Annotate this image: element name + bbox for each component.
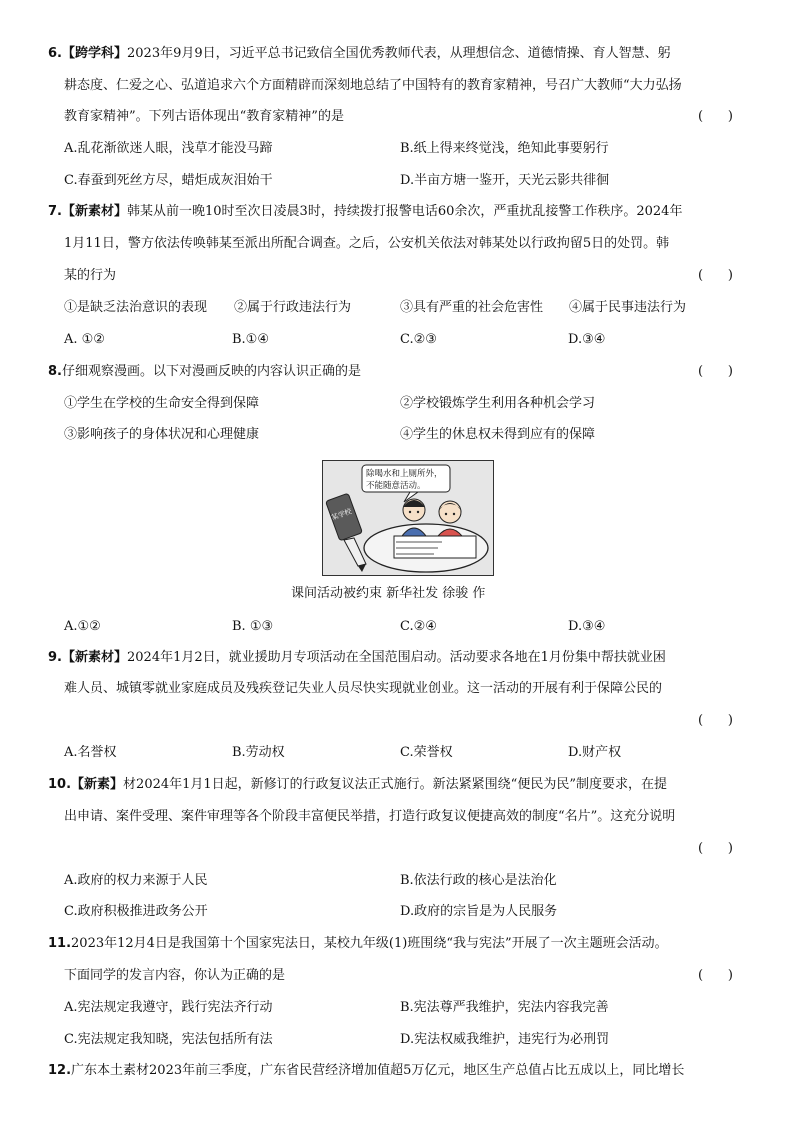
q9-tag: 【新素材】: [61, 650, 127, 665]
q6-text-1: 2023年9月9日，习近平总书记致信全国优秀教师代表，从理想信念、道德情操、育人智慧、躬: [127, 46, 671, 61]
q6-tag: 【跨学科】: [61, 46, 127, 61]
q6-option-a: A.乱花渐欲迷人眼，浅草才能没马蹄: [64, 141, 273, 156]
q9-number: 9.: [48, 650, 62, 665]
q7-line-1: [48, 202, 682, 222]
q12-number: 12.: [48, 1063, 72, 1078]
q7-item-3: ③具有严重的社会危害性: [400, 300, 544, 315]
q9-option-a: A.名誉权: [64, 745, 117, 760]
q8-item-3: ③影响孩子的身体状况和心理健康: [64, 427, 260, 442]
q10-text-1: 材2024年1月1日起，新修订的行政复议法正式施行。新法紧紧围绕“便民为民”制度要求，在提: [123, 777, 667, 792]
q8-cartoon-caption: 课间活动被约束 新华社发 徐骏 作: [291, 586, 486, 601]
q12-text-1: 广东本土素材2023年前三季度，广东省民营经济增加值超5万亿元，地区生产总值占比五成以上，同比增长: [71, 1063, 685, 1078]
q8-line-1: [48, 362, 361, 382]
q9-option-b: B.劳动权: [232, 745, 285, 760]
q8-option-d: D.③④: [568, 619, 606, 634]
q10-option-b: B.依法行政的核心是法治化: [400, 873, 557, 888]
q8-option-b: B. ①③: [232, 619, 274, 634]
q6-line-1: [48, 44, 671, 64]
q7-line-2: 1月11日，警方依法传唤韩某至派出所配合调查。之后，公安机关依法对韩某处以行政拘留5日的处罚。韩: [64, 236, 670, 251]
q10-tag: 【新素】: [71, 777, 124, 792]
q7-tag: 【新素材】: [61, 204, 127, 219]
q11-option-c: C.宪法规定我知晓，宪法包括所有法: [64, 1032, 273, 1047]
q8-cartoon: [322, 460, 494, 576]
q9-option-d: D.财产权: [568, 745, 622, 760]
q8-item-1: ①学生在学校的生命安全得到保障: [64, 396, 260, 411]
q11-line-2: 下面同学的发言内容，你认为正确的是: [64, 968, 286, 983]
q6-option-d: D.半亩方塘一鉴开，天光云影共徘徊: [400, 173, 610, 188]
q11-text-1: 2023年12月4日是我国第十个国家宪法日，某校九年级(1)班围绕“我与宪法”开展了一次主题班会活动。: [71, 936, 668, 951]
q8-number: 8.: [48, 364, 62, 379]
q9-option-c: C.荣誉权: [400, 745, 453, 760]
q7-option-c: C.②③: [400, 332, 437, 347]
q11-line-1: [48, 934, 668, 954]
q10-number: 10.: [48, 777, 72, 792]
q8-option-c: C.②④: [400, 619, 437, 634]
q11-answer-paren: ( ): [698, 968, 733, 983]
q6-option-b: B.纸上得来终觉浅，绝知此事要躬行: [400, 141, 609, 156]
q10-option-c: C.政府积极推进政务公开: [64, 904, 208, 919]
q6-answer-paren: ( ): [698, 109, 733, 124]
q9-text-1: 2024年1月2日，就业援助月专项活动在全国范围启动。活动要求各地在1月份集中帮扶就业困: [127, 650, 666, 665]
q8-item-2: ②学校锻炼学生利用各种机会学习: [400, 396, 596, 411]
q8-item-4: ④学生的休息权未得到应有的保障: [400, 427, 596, 442]
q7-option-a: A. ①②: [64, 332, 105, 347]
q7-answer-paren: ( ): [698, 268, 733, 283]
q11-number: 11.: [48, 936, 72, 951]
q6-line-3: 教育家精神”。下列古语体现出“教育家精神”的是: [64, 109, 344, 124]
q10-answer-paren: ( ): [698, 841, 733, 856]
q7-option-d: D.③④: [568, 332, 606, 347]
q10-option-a: A.政府的权力来源于人民: [64, 873, 208, 888]
cartoon-bubble-text-2: 不能随意活动。: [366, 481, 426, 491]
q7-item-2: ②属于行政违法行为: [234, 300, 352, 315]
q8-answer-paren: ( ): [698, 364, 733, 379]
q7-text-1: 韩某从前一晚10时至次日凌晨3时，持续拨打报警电话60余次，严重扰乱接警工作秩序。2024年: [127, 204, 683, 219]
q9-line-2: 难人员、城镇零就业家庭成员及残疾登记失业人员尽快实现就业创业。这一活动的开展有利于保障公民的: [64, 681, 663, 696]
q9-line-1: [48, 648, 666, 668]
cartoon-bubble-text-1: 除喝水和上厕所外，: [366, 469, 443, 479]
q7-line-3: 某的行为: [64, 268, 117, 283]
q8-option-a: A.①②: [64, 619, 101, 634]
q9-answer-paren: ( ): [698, 713, 733, 728]
q7-item-4: ④属于民事违法行为: [569, 300, 687, 315]
q7-number: 7.: [48, 204, 62, 219]
q6-option-c: C.春蚕到死丝方尽，蜡炬成灰泪始干: [64, 173, 273, 188]
q7-option-b: B.①④: [232, 332, 269, 347]
q6-number: 6.: [48, 46, 62, 61]
q12-line-1: [48, 1061, 684, 1081]
q11-option-b: B.宪法尊严我维护，宪法内容我完善: [400, 1000, 609, 1015]
q8-text-1: 仔细观察漫画。以下对漫画反映的内容认识正确的是: [61, 364, 361, 379]
q10-option-d: D.政府的宗旨是为人民服务: [400, 904, 558, 919]
q11-option-d: D.宪法权威我维护，违宪行为必刑罚: [400, 1032, 610, 1047]
q6-line-2: 耕态度、仁爱之心、弘道追求六个方面精辟而深刻地总结了中国特有的教育家精神，号召广大教师“大力弘扬: [64, 78, 682, 93]
cartoon-brush-label: 某学校: [330, 507, 353, 523]
q10-line-2: 出申请、案件受理、案件审理等各个阶段丰富便民举措，打造行政复议便捷高效的制度“名片”。这充分说明: [64, 809, 676, 824]
q10-line-1: [48, 775, 667, 795]
q7-item-1: ①是缺乏法治意识的表现: [64, 300, 208, 315]
q11-option-a: A.宪法规定我遵守，践行宪法齐行动: [64, 1000, 273, 1015]
